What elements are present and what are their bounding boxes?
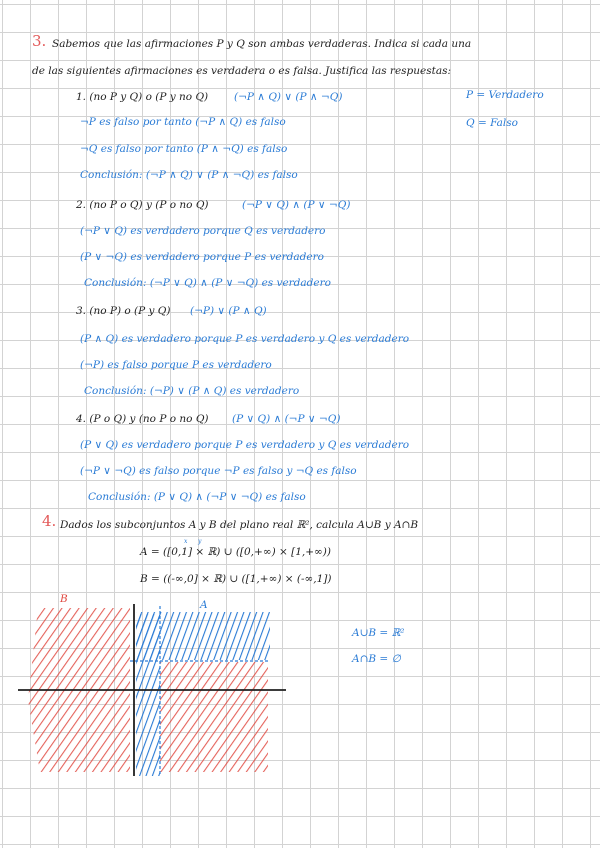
item-4-line-1: (P ∨ Q) es verdadero porque P es verdadero y Q es verdadero	[80, 439, 410, 451]
q-value: Q = Falso	[466, 117, 518, 129]
exercise-3-statement-line-1: Sabemos que las afirmaciones P y Q son ambas verdaderas. Indica si cada una	[52, 38, 472, 50]
set-b-right-region	[160, 662, 268, 772]
item-2-label: 2. (no P o Q) y (P o no Q)	[76, 199, 209, 211]
set-a-definition: A = ([0,1] × ℝ) ∪ ([0,+∞) × [1,+∞))	[140, 546, 331, 558]
item-4-label: 4. (P o Q) y (no P o no Q)	[76, 413, 209, 425]
exercise-3-number: 3.	[32, 32, 47, 50]
item-1-label: 1. (no P y Q) o (P y no Q)	[76, 91, 209, 103]
item-3-line-2: (¬P) es falso porque P es verdadero	[80, 359, 272, 371]
set-a-label: A	[200, 599, 208, 611]
item-3-formula: (¬P) ∨ (P ∧ Q)	[190, 305, 267, 317]
item-3-conclusion: Conclusión: (¬P) ∨ (P ∧ Q) es verdadero	[84, 385, 300, 397]
x-axis-mark: x	[184, 538, 188, 545]
item-4-line-2: (¬P ∨ ¬Q) es falso porque ¬P es falso y ¬Q es falso	[80, 465, 357, 477]
y-axis-mark: y	[198, 538, 202, 545]
item-2-formula: (¬P ∨ Q) ∧ (P ∨ ¬Q)	[242, 199, 351, 211]
exercise-4-statement: Dados los subconjuntos A y B del plano real ℝ², calcula A∪B y A∩B	[60, 519, 419, 531]
item-1-formula: (¬P ∧ Q) ∨ (P ∧ ¬Q)	[234, 91, 343, 103]
item-2-conclusion: Conclusión: (¬P ∨ Q) ∧ (P ∨ ¬Q) es verdadero	[84, 277, 331, 289]
item-3-label: 3. (no P) o (P y Q)	[76, 305, 171, 317]
exercise-4-number: 4.	[42, 512, 57, 530]
intersection-result: A∩B = ∅	[352, 653, 401, 665]
item-3-line-1: (P ∧ Q) es verdadero porque P es verdadero y Q es verdadero	[80, 333, 410, 345]
item-1-line-2: ¬Q es falso por tanto (P ∧ ¬Q) es falso	[80, 143, 288, 155]
item-4-formula: (P ∨ Q) ∧ (¬P ∨ ¬Q)	[232, 413, 341, 425]
item-4-conclusion: Conclusión: (P ∨ Q) ∧ (¬P ∨ ¬Q) es falso	[88, 491, 306, 503]
item-1-conclusion: Conclusión: (¬P ∧ Q) ∨ (P ∧ ¬Q) es falso	[80, 169, 298, 181]
union-result: A∪B = ℝ²	[352, 627, 405, 639]
p-value: P = Verdadero	[466, 89, 544, 101]
exercise-3-statement-line-2: de las siguientes afirmaciones es verdadera o es falsa. Justifica las respuestas:	[32, 65, 452, 77]
set-b-label: B	[60, 593, 68, 605]
item-2-line-1: (¬P ∨ Q) es verdadero porque Q es verdadero	[80, 225, 326, 237]
set-a-quadrant-region	[136, 612, 270, 660]
item-2-line-2: (P ∨ ¬Q) es verdadero porque P es verdadero	[80, 251, 324, 263]
item-1-line-1: ¬P es falso por tanto (¬P ∧ Q) es falso	[80, 116, 286, 128]
set-b-definition: B = ((-∞,0] × ℝ) ∪ ([1,+∞) × (-∞,1])	[140, 573, 332, 585]
